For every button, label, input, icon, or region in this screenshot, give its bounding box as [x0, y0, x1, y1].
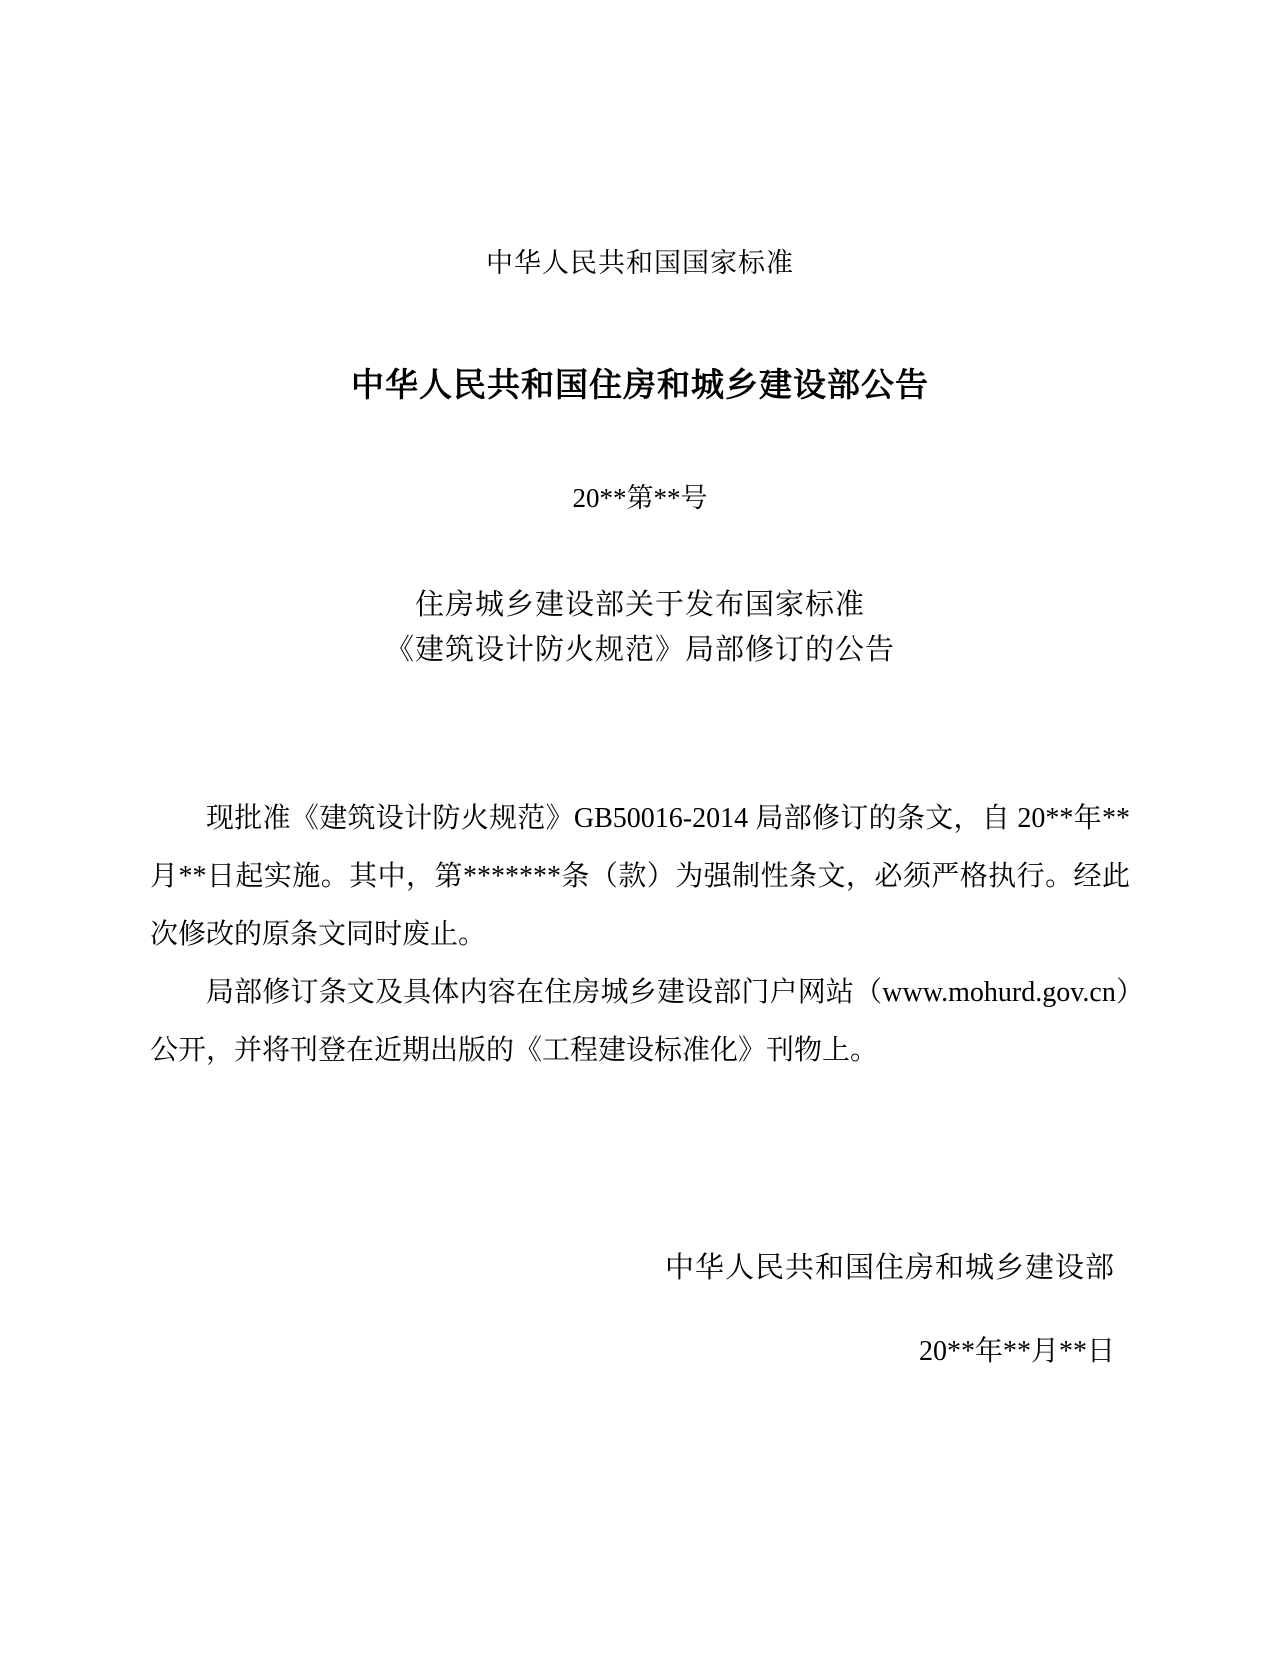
announcement-subtitle — [150, 583, 1130, 673]
document-number: 20**第**号 — [572, 483, 708, 513]
subtitle-line-1: 住房城乡建设部关于发布国家标准 — [414, 589, 865, 621]
signature-block — [150, 1248, 1130, 1371]
announcement-body — [150, 790, 1130, 1080]
body-paragraph-1: 现批准《建筑设计防火规范》GB50016-2014 局部修订的条文，自 20**年**月**日起实施。其中，第*******条（款）为强制性条文，必须严格执行。经此次修改的原条文同时废止。 — [150, 803, 1130, 950]
announcement-title: 中华人民共和国住房和城乡建设部公告 — [351, 366, 929, 403]
signature-date: 20**年**月**日 — [918, 1336, 1115, 1367]
body-paragraph-2: 局部修订条文及具体内容在住房城乡建设部门户网站（www.mohurd.gov.cn）公开，并将刊登在近期出版的《工程建设标准化》刊物上。 — [150, 977, 1130, 1066]
national-standard-label: 中华人民共和国国家标准 — [486, 248, 794, 278]
subtitle-line-2: 《建筑设计防火规范》局部修订的公告 — [384, 634, 895, 666]
signature-issuer: 中华人民共和国住房和城乡建设部 — [664, 1252, 1115, 1284]
